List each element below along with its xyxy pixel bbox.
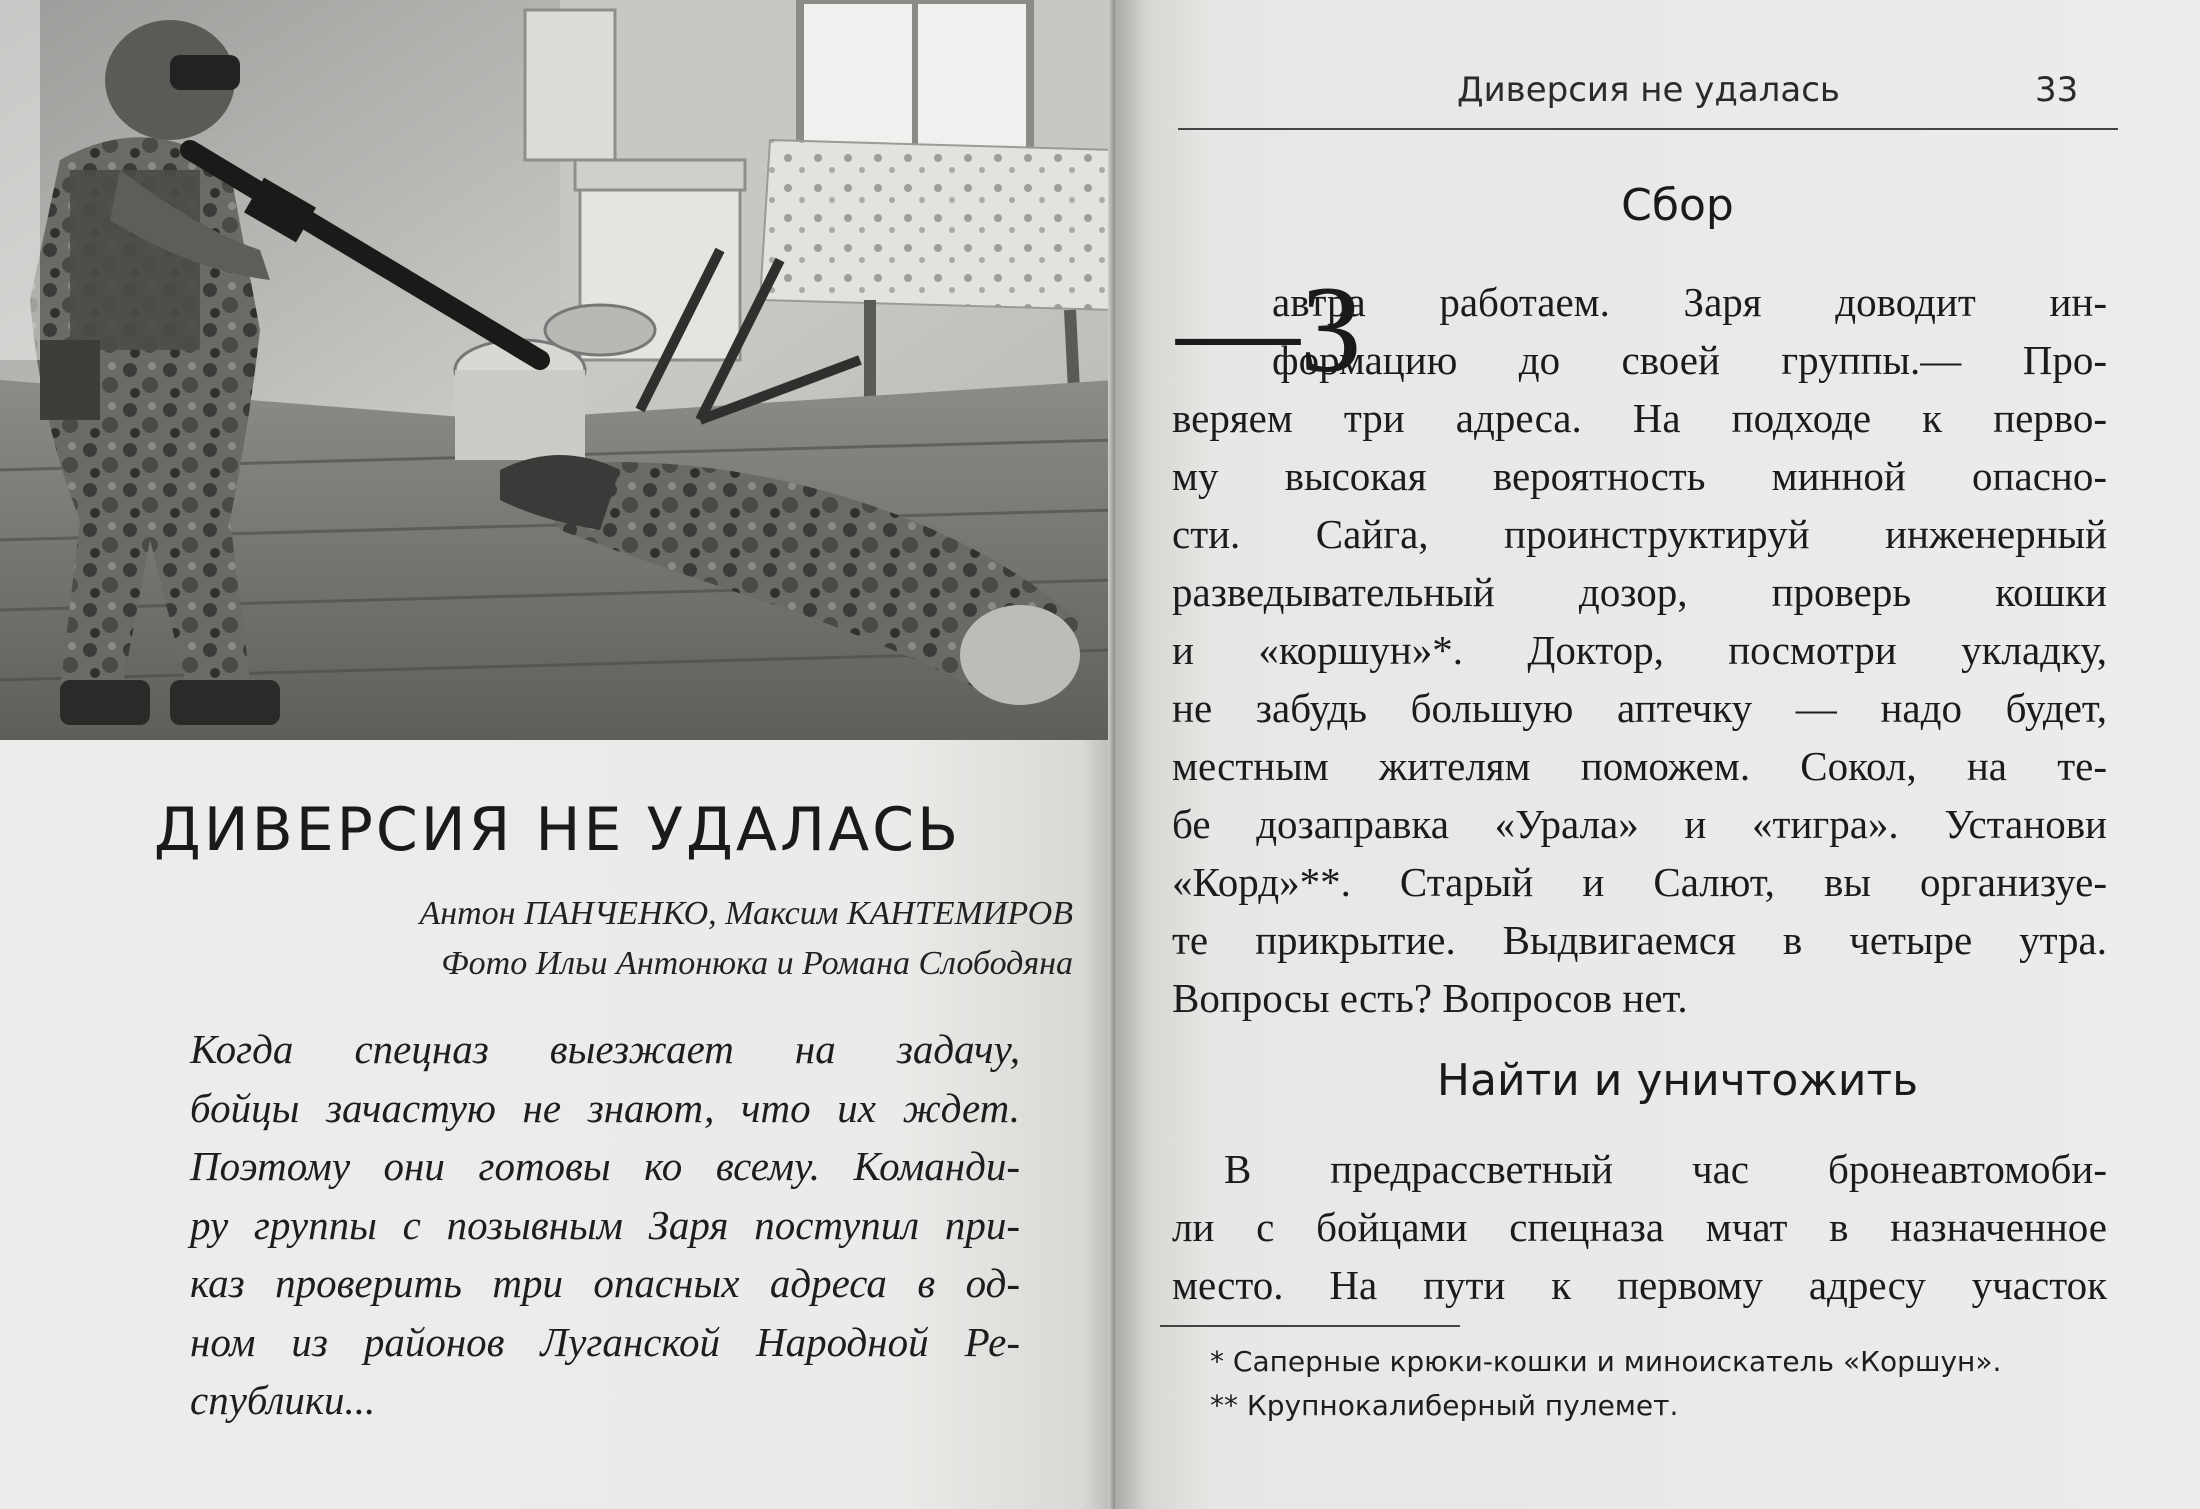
section-title: Найти и уничтожить [1436,1055,1919,1106]
text-line: формацию до своей группы.— Про- [1272,337,2107,383]
drop-cap: —З [1176,261,1363,398]
article-authors: Антон ПАНЧЕНКО, Максим КАНТЕМИРОВ [419,895,1073,932]
text-line: веряем три адреса. На подходе к перво- [1172,395,2107,441]
lead-line: Когда спецназ выезжает на задачу, [190,1026,1020,1072]
paragraph [1172,1140,2107,1314]
text-line: местным жителям поможем. Сокол, на те- [1172,743,2107,789]
article-title: ДИВЕРСИЯ НЕ УДАЛАСЬ [153,795,962,865]
lead-line: Поэтому они готовы ко всему. Команди- [190,1143,1020,1189]
paragraph [1172,273,2107,1027]
footnotes [1210,1340,2001,1428]
text-line: сти. Сайга, проинструктируй инженерный [1172,511,2107,557]
lead-line: бойцы зачастую не знают, что их ждет. [190,1084,1020,1131]
text-line: не забудь большую аптечку — надо будет, [1172,685,2107,731]
lead-line: ру группы с позывным Заря поступил при- [190,1201,1020,1248]
photo-credit: Фото Ильи Антонюка и Романа Слободяна [441,945,1073,982]
lead-line: ном из районов Луганской Народной Ре- [190,1318,1020,1365]
text-line: и «коршун»*. Доктор, посмотри укладку, [1172,627,2107,673]
lead-line: спублики... [190,1377,376,1423]
page-number: 33 [2035,70,2079,110]
text-line: ли с бойцами спецназа мчат в назначенное [1172,1204,2107,1250]
footnote: ** Крупнокалиберный пулемет. [1210,1389,1679,1422]
text-line: В предрассветный час бронеавтомоби- [1224,1146,2107,1192]
footnote: * Саперные крюки-кошки и миноискатель «Коршун». [1210,1345,2002,1378]
lead-line: каз проверить три опасных адреса в од- [190,1260,1020,1306]
running-head: Диверсия не удалась [1457,70,1840,110]
section-title: Сбор [1621,180,1734,231]
text-line: бе дозаправка «Урала» и «тигра». Установи [1172,801,2107,847]
text-line: автра работаем. Заря доводит ин- [1272,279,2107,325]
header-rule [1178,128,2118,130]
text-line: место. На пути к первому адресу участок [1172,1262,2107,1308]
article-photo [0,0,1115,740]
text-line: те прикрытие. Выдвигаемся в четыре утра. [1172,917,2107,963]
text-line: «Корд»**. Старый и Салют, вы организуе- [1172,859,2107,905]
text-line: му высокая вероятность минной опасно- [1172,453,2107,499]
footnote-rule [1160,1325,1460,1327]
article-lead [190,1020,1020,1430]
text-line: разведывательный дозор, проверь кошки [1172,569,2107,615]
text-line: Вопросы есть? Вопросов нет. [1172,975,1688,1021]
